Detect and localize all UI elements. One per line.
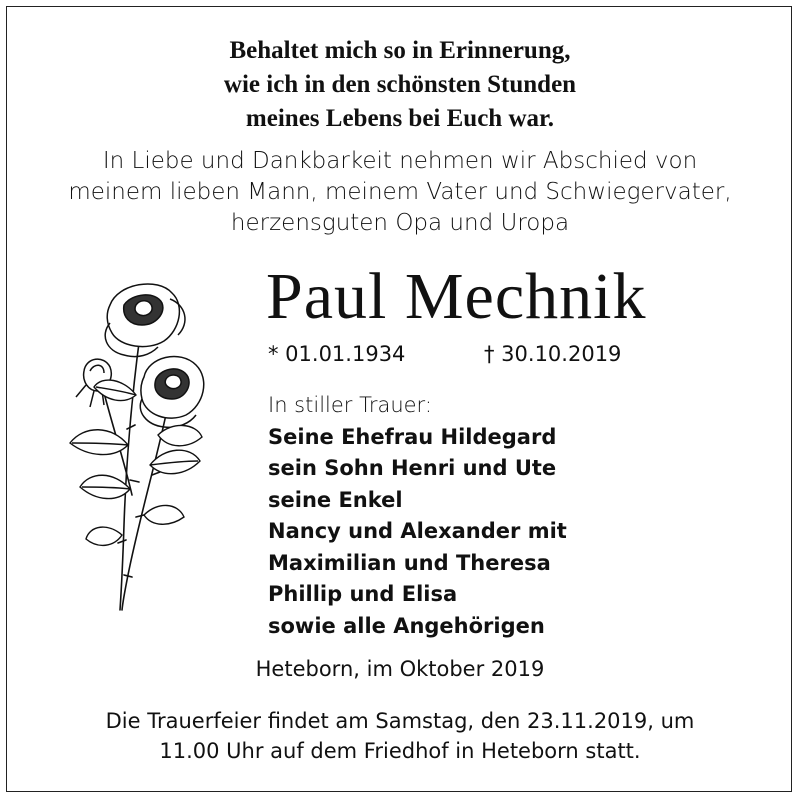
motto-line-2: wie ich in den schönsten Stunden bbox=[223, 71, 577, 98]
intro-line-2: meinem lieben Mann, meinem Vater und Schwiegervater, bbox=[68, 179, 732, 205]
rose-head-lower bbox=[140, 356, 203, 427]
rose-illustration bbox=[40, 275, 260, 615]
intro-text bbox=[0, 146, 800, 239]
rose-head-upper bbox=[105, 284, 185, 357]
funeral-info bbox=[0, 706, 800, 766]
mourner-line: sowie alle Angehörigen bbox=[268, 613, 545, 638]
mourner-line: sein Sohn Henri und Ute bbox=[268, 456, 557, 480]
intro-line-3: herzensguten Opa und Uropa bbox=[230, 210, 570, 236]
funeral-line-1: Die Trauerfeier findet am Samstag, den 23.11.2019, um bbox=[105, 709, 695, 733]
motto-line-3: meines Lebens bei Euch war. bbox=[245, 105, 555, 132]
mourners-block bbox=[268, 390, 567, 642]
birth-date: * 01.01.1934 bbox=[268, 342, 406, 366]
life-dates bbox=[268, 340, 622, 368]
motto-line-1: Behaltet mich so in Erinnerung, bbox=[229, 37, 571, 64]
mourner-line: Seine Ehefrau Hildegard bbox=[268, 424, 557, 449]
mourner-line: Maximilian und Theresa bbox=[268, 550, 551, 575]
intro-line-1: In Liebe und Dankbarkeit nehmen wir Abschied von bbox=[102, 148, 698, 174]
place-and-date: Heteborn, im Oktober 2019 bbox=[255, 657, 545, 681]
mourners-heading: In stiller Trauer: bbox=[268, 393, 432, 417]
motto bbox=[0, 34, 800, 136]
death-date: † 30.10.2019 bbox=[484, 342, 622, 366]
mourner-line: Nancy und Alexander mit bbox=[268, 519, 567, 543]
mourner-line: seine Enkel bbox=[268, 487, 403, 512]
mourner-line: Phillip und Elisa bbox=[268, 582, 458, 606]
funeral-line-2: 11.00 Uhr auf dem Friedhof in Heteborn statt. bbox=[159, 739, 641, 763]
deceased-name: Paul Mechnik bbox=[266, 260, 647, 333]
